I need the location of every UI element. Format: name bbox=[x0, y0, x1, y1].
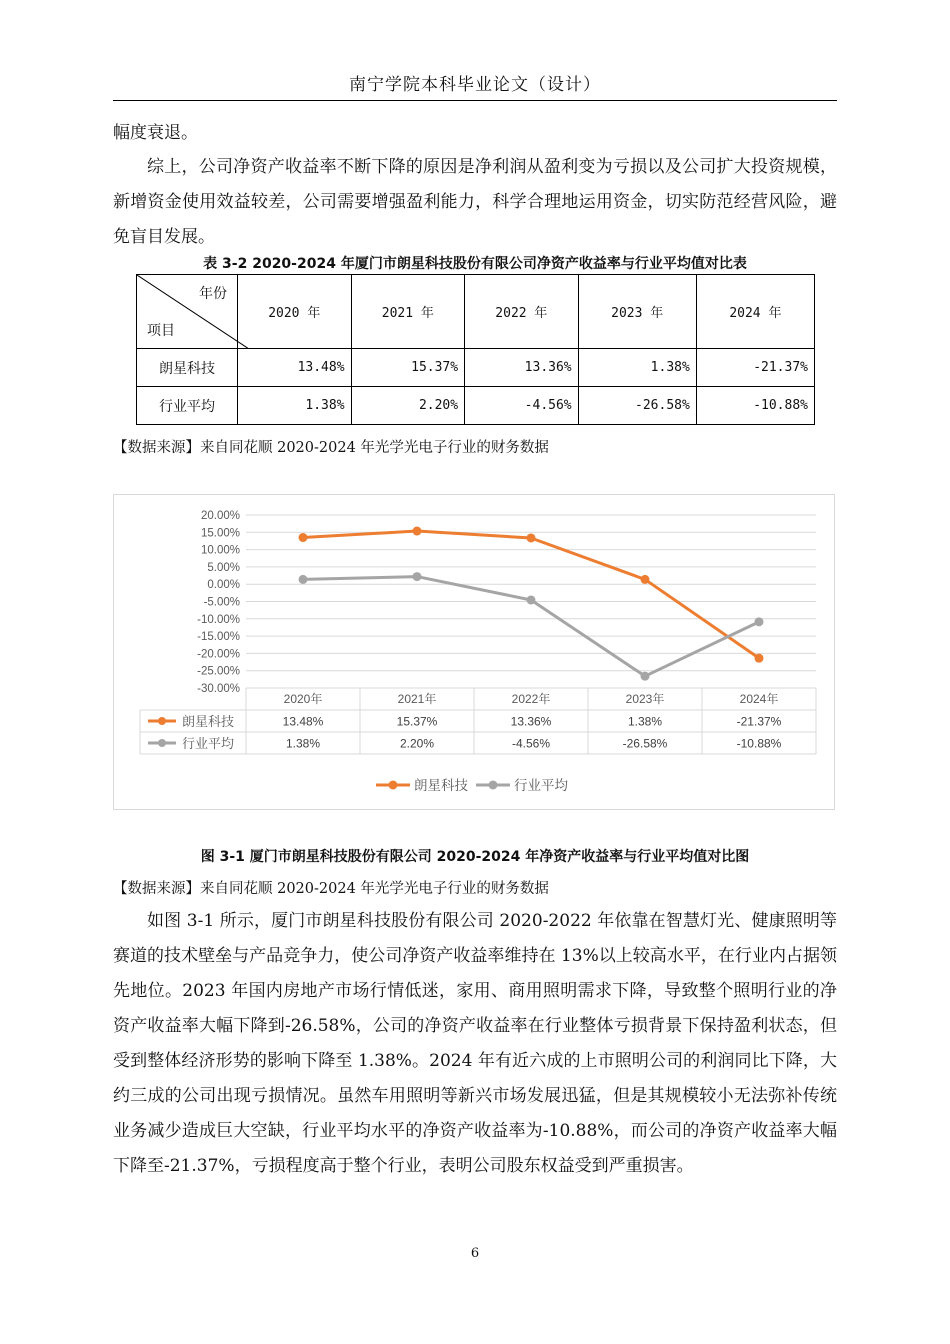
x-category-label: 2021年 bbox=[397, 692, 437, 706]
y-tick-label: 5.00% bbox=[207, 561, 240, 574]
table-corner-cell bbox=[137, 275, 238, 349]
table-cell: 1.38% bbox=[578, 349, 696, 387]
data-table-value: -10.88% bbox=[736, 736, 782, 751]
data-table-value: 15.37% bbox=[396, 714, 438, 729]
paragraph-analysis: 如图 3-1 所示，厦门市朗星科技股份有限公司 2020-2022 年依靠在智慧灯光、健康照明等赛道的技术壁垒与产品竞争力，使公司净资产收益率维持在 13%以上较高水平，在行业内占据领先地位。2023 年国内房地产市场行情低迷，家用、商用照明需求下降，导致整个照明行业的净资产收益率大幅下降到-26.58%，公司的净资产收益率在行业整体亏损背景下保持盈利状态，但受到整体经济形势的影响下降至 1.38%。2024 年有近六成的上市照明公司的利润同比下降，大约三成的公司出现亏损情况。虽然车用照明等新兴市场发展迅猛，但是其规模较小无法弥补传统业务减少造成巨大空缺，行业平均水平的净资产收益率为-10.88%，而公司的净资产收益率大幅下降至-21.37%，亏损程度高于整个行业，表明公司股东权益受到严重损害。 bbox=[113, 911, 837, 1176]
table-cell: 1.38% bbox=[238, 387, 352, 425]
y-tick-label: -25.00% bbox=[197, 665, 240, 678]
data-table-value: 1.38% bbox=[627, 714, 663, 729]
y-tick-label: -30.00% bbox=[197, 683, 240, 695]
corner-label-year: 年份 bbox=[199, 286, 227, 302]
table-row-label: 行业平均 bbox=[137, 387, 238, 425]
table-header-cell: 2021 年 bbox=[351, 275, 465, 349]
x-category-label: 2022年 bbox=[511, 692, 551, 706]
header-rule bbox=[113, 100, 837, 101]
table-header-cell: 2022 年 bbox=[465, 275, 579, 349]
data-point bbox=[413, 527, 422, 536]
y-tick-label: 20.00% bbox=[200, 510, 240, 522]
table-caption: 表 3-2 2020-2024 年厦门市朗星科技股份有限公司净资产收益率与行业平均值对比表 bbox=[203, 256, 747, 272]
data-point bbox=[641, 672, 650, 681]
data-table-value: 13.48% bbox=[282, 714, 324, 729]
y-tick-label: 10.00% bbox=[200, 544, 240, 557]
table-row-label: 朗星科技 bbox=[137, 349, 238, 387]
y-tick-label: -10.00% bbox=[197, 613, 240, 626]
running-header: 南宁学院本科毕业论文（设计） bbox=[349, 75, 601, 95]
y-tick-label: -5.00% bbox=[203, 596, 240, 609]
data-table-value: 13.36% bbox=[510, 714, 552, 729]
data-table-value: -4.56% bbox=[511, 736, 551, 751]
data-point bbox=[641, 575, 650, 584]
table-row bbox=[137, 349, 815, 387]
data-table-value: 1.38% bbox=[285, 736, 321, 751]
table-cell: -21.37% bbox=[696, 349, 814, 387]
data-table-value: 2.20% bbox=[399, 736, 435, 751]
table-cell: -10.88% bbox=[696, 387, 814, 425]
y-tick-label: 15.00% bbox=[200, 527, 240, 540]
paragraph-summary: 综上，公司净资产收益率不断下降的原因是净利润从盈利变为亏损以及公司扩大投资规模，新增资金使用效益较差，公司需要增强盈利能力，科学合理地运用资金，切实防范经营风险，避免盲目发展。 bbox=[113, 157, 837, 247]
y-tick-label: -20.00% bbox=[197, 648, 240, 661]
chart-canvas bbox=[114, 495, 834, 809]
table-cell: 13.48% bbox=[238, 349, 352, 387]
legend-marker bbox=[489, 781, 498, 790]
roe-comparison-table bbox=[136, 274, 815, 425]
roe-line-chart bbox=[113, 494, 835, 810]
table-cell: 2.20% bbox=[351, 387, 465, 425]
table-cell: -4.56% bbox=[465, 387, 579, 425]
data-table-legend-marker bbox=[158, 717, 166, 725]
table-header-cell: 2023 年 bbox=[578, 275, 696, 349]
table-cell: 15.37% bbox=[351, 349, 465, 387]
data-point bbox=[527, 595, 536, 604]
paragraph-continuation: 幅度衰退。 bbox=[113, 123, 198, 143]
x-category-label: 2023年 bbox=[625, 692, 665, 706]
figure-source-note: 【数据来源】来自同花顺 2020-2024 年光学光电子行业的财务数据 bbox=[113, 881, 549, 897]
x-category-label: 2020年 bbox=[283, 692, 323, 706]
series-line bbox=[303, 577, 759, 677]
data-point bbox=[299, 575, 308, 584]
table-row bbox=[137, 387, 815, 425]
table-cell: 13.36% bbox=[465, 349, 579, 387]
table-header-cell: 2024 年 bbox=[696, 275, 814, 349]
table-header-cell: 2020 年 bbox=[238, 275, 352, 349]
legend-label: 朗星科技 bbox=[414, 778, 468, 793]
data-point bbox=[755, 617, 764, 626]
data-table-value: -21.37% bbox=[736, 714, 782, 729]
legend-marker bbox=[389, 781, 398, 790]
figure-caption: 图 3-1 厦门市朗星科技股份有限公司 2020-2024 年净资产收益率与行业平均值对比图 bbox=[200, 849, 750, 865]
legend-label: 行业平均 bbox=[514, 778, 568, 793]
corner-label-item: 项目 bbox=[147, 323, 175, 339]
data-point bbox=[413, 572, 422, 581]
data-table-value: -26.58% bbox=[622, 736, 668, 751]
data-table-legend-marker bbox=[158, 739, 166, 747]
y-tick-label: -15.00% bbox=[197, 631, 240, 644]
table-cell: -26.58% bbox=[578, 387, 696, 425]
data-point bbox=[527, 533, 536, 542]
table-source-note: 【数据来源】来自同花顺 2020-2024 年光学光电子行业的财务数据 bbox=[113, 440, 549, 456]
data-point bbox=[299, 533, 308, 542]
table-header-row bbox=[137, 275, 815, 349]
y-tick-label: 0.00% bbox=[207, 579, 240, 592]
data-table-series-name: 朗星科技 bbox=[182, 714, 235, 729]
data-point bbox=[755, 654, 764, 663]
x-category-label: 2024年 bbox=[739, 692, 779, 706]
data-table-series-name: 行业平均 bbox=[182, 736, 235, 751]
page-number: 6 bbox=[470, 1246, 480, 1261]
